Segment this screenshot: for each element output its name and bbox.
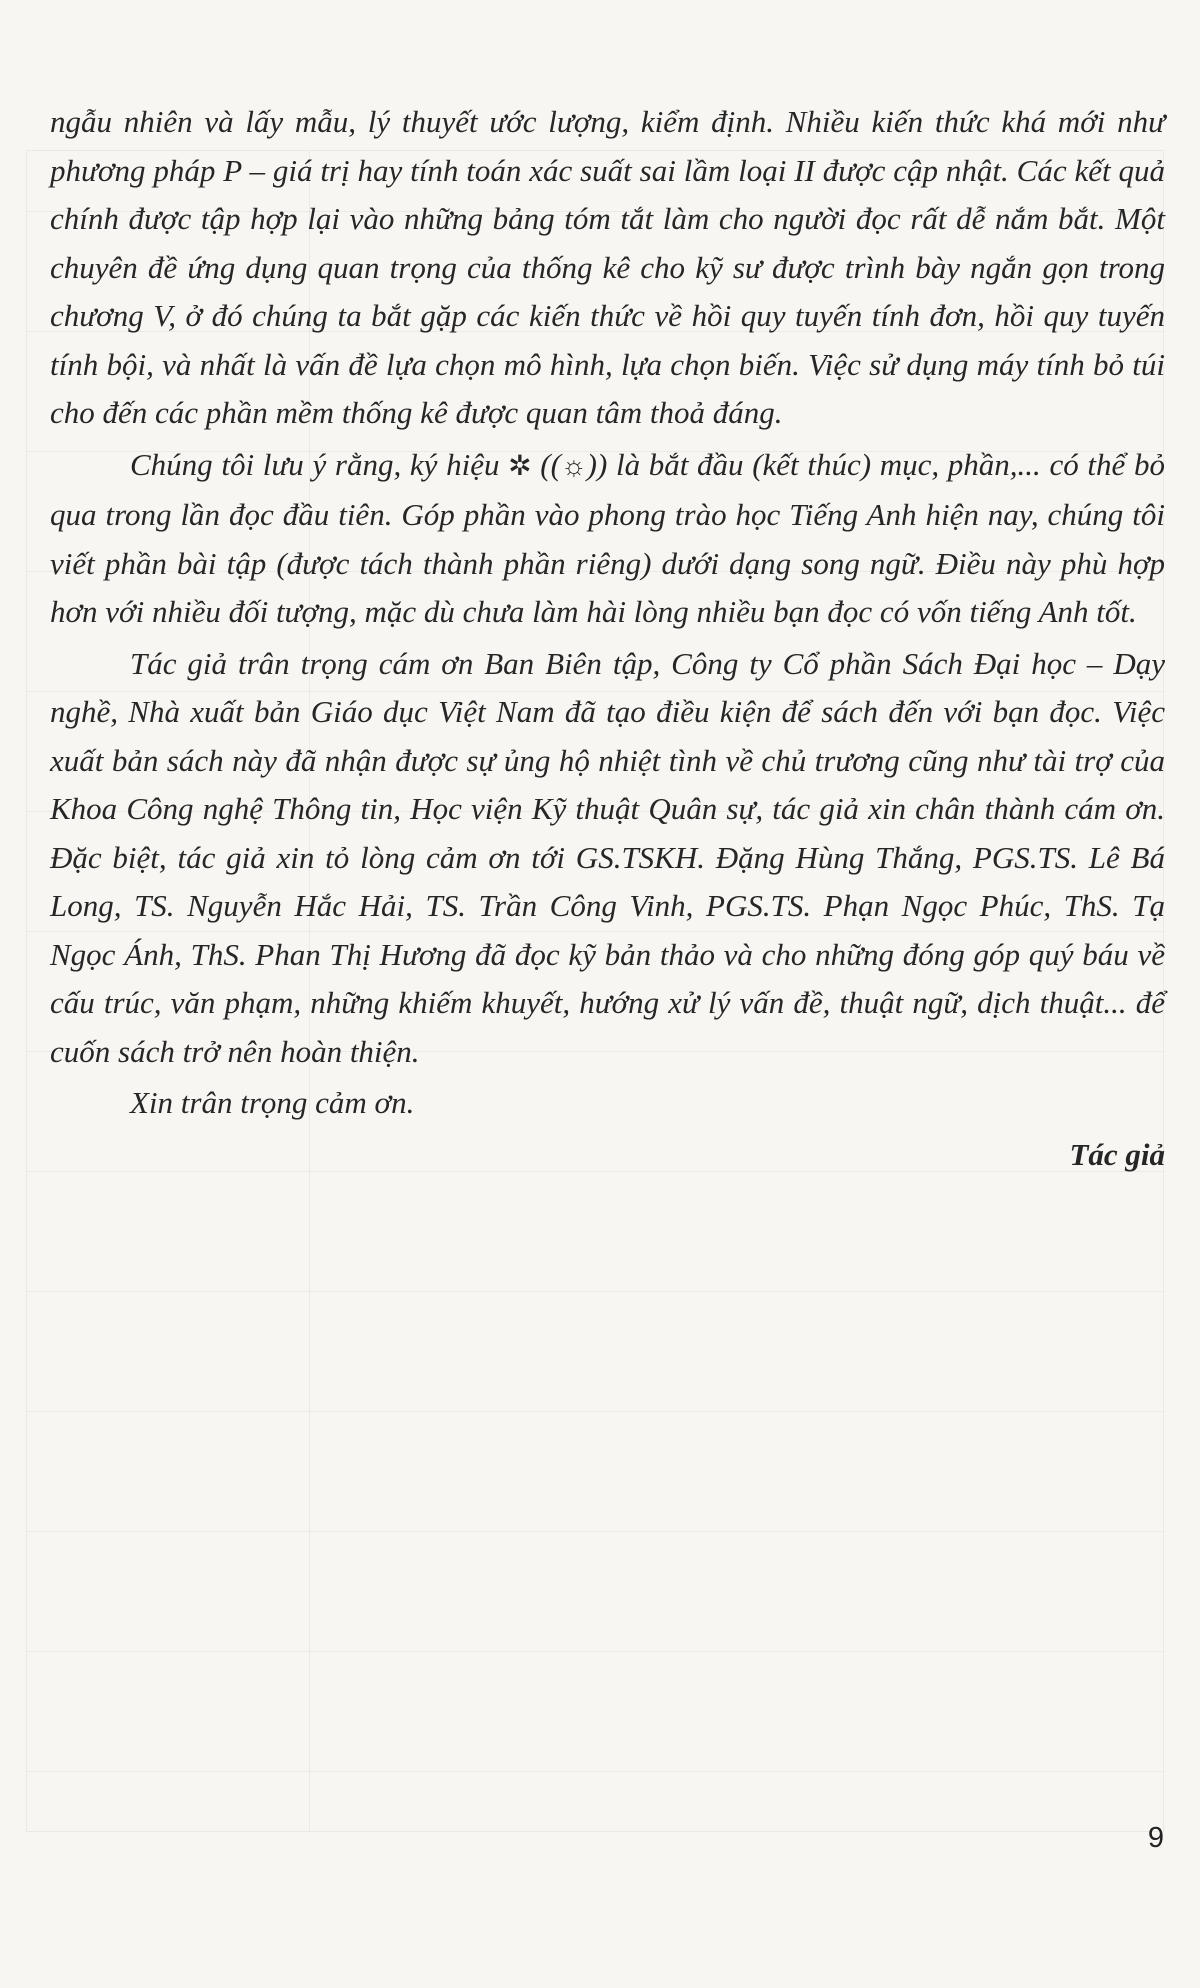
- section-start-symbol: ✲: [508, 450, 532, 482]
- author-signature: Tác giả: [1069, 1136, 1165, 1172]
- body-text: [50, 98, 1165, 1179]
- paragraph-2-text-start: Chúng tôi lưu ý rằng, ký hiệu: [130, 446, 509, 482]
- ghost-line: [27, 1411, 1163, 1412]
- paragraph-3-text: Tác giả trân trọng cám ơn Ban Biên tập, Công ty Cổ phần Sách Đại học – Dạy nghề, Nhà xuất bản Giáo dục Việt Nam đã tạo điều kiện để sách đến với bạn đọc. Việc xuất bản sách này đã nhận được sự ủng hộ nhiệt tình về chủ trương cũng như tài trợ của Khoa Công nghệ Thông tin, Học viện Kỹ thuật Quân sự, tác giả xin chân thành cám ơn. Đặc biệt, tác giả xin tỏ lòng cảm ơn tới GS.TSKH. Đặng Hùng Thắng, PGS.TS. Lê Bá Long, TS. Nguyễn Hắc Hải, TS. Trần Công Vinh, PGS.TS. Phạn Ngọc Phúc, ThS. Tạ Ngọc Ánh, ThS. Phan Thị Hương đã đọc kỹ bản thảo và cho những đóng góp quý báu về cấu trúc, văn phạm, những khiếm khuyết, hướng xử lý vấn đề, thuật ngữ, dịch thuật... để cuốn sách trở nên hoàn thiện.: [50, 645, 1165, 1069]
- paragraph-3: [50, 640, 1165, 1077]
- paragraph-4: [50, 1079, 1165, 1128]
- paragraph-4-text: Xin trân trọng cảm ơn.: [130, 1085, 415, 1120]
- ghost-line: [27, 1531, 1163, 1532]
- paragraph-1: [50, 98, 1165, 438]
- ghost-line: [27, 1291, 1163, 1292]
- paragraph-2: [50, 441, 1165, 637]
- paragraph-2-text-rest: )) là bắt đầu (kết thúc) mục, phần,... có thể bỏ qua trong lần đọc đầu tiên. Góp phần vào phong trào học Tiếng Anh hiện nay, chúng tôi viết phần bài tập (được tách thành phần riêng) dưới dạng song ngữ. Điều này phù hợp hơn với nhiều đối tượng, mặc dù chưa làm hài lòng nhiều bạn đọc có vốn tiếng Anh tốt.: [50, 446, 1165, 629]
- ghost-line: [27, 1771, 1163, 1772]
- section-end-symbol: ☼: [560, 450, 587, 482]
- paragraph-2-text-paren-open: ((: [531, 446, 561, 482]
- paragraph-1-text: ngẫu nhiên và lấy mẫu, lý thuyết ước lượng, kiểm định. Nhiều kiến thức khá mới như phương pháp P – giá trị hay tính toán xác suất sai lầm loại II được cập nhật. Các kết quả chính được tập hợp lại vào những bảng tóm tắt làm cho người đọc rất dễ nắm bắt. Một chuyên đề ứng dụng quan trọng của thống kê cho kỹ sư được trình bày ngắn gọn trong chương V, ở đó chúng ta bắt gặp các kiến thức về hồi quy tuyến tính đơn, hồi quy tuyến tính bội, và nhất là vấn đề lựa chọn mô hình, lựa chọn biến. Việc sử dụng máy tính bỏ túi cho đến các phần mềm thống kê được quan tâm thoả đáng.: [50, 104, 1165, 430]
- page-number: 9: [1147, 1822, 1164, 1854]
- ghost-line: [27, 1651, 1163, 1652]
